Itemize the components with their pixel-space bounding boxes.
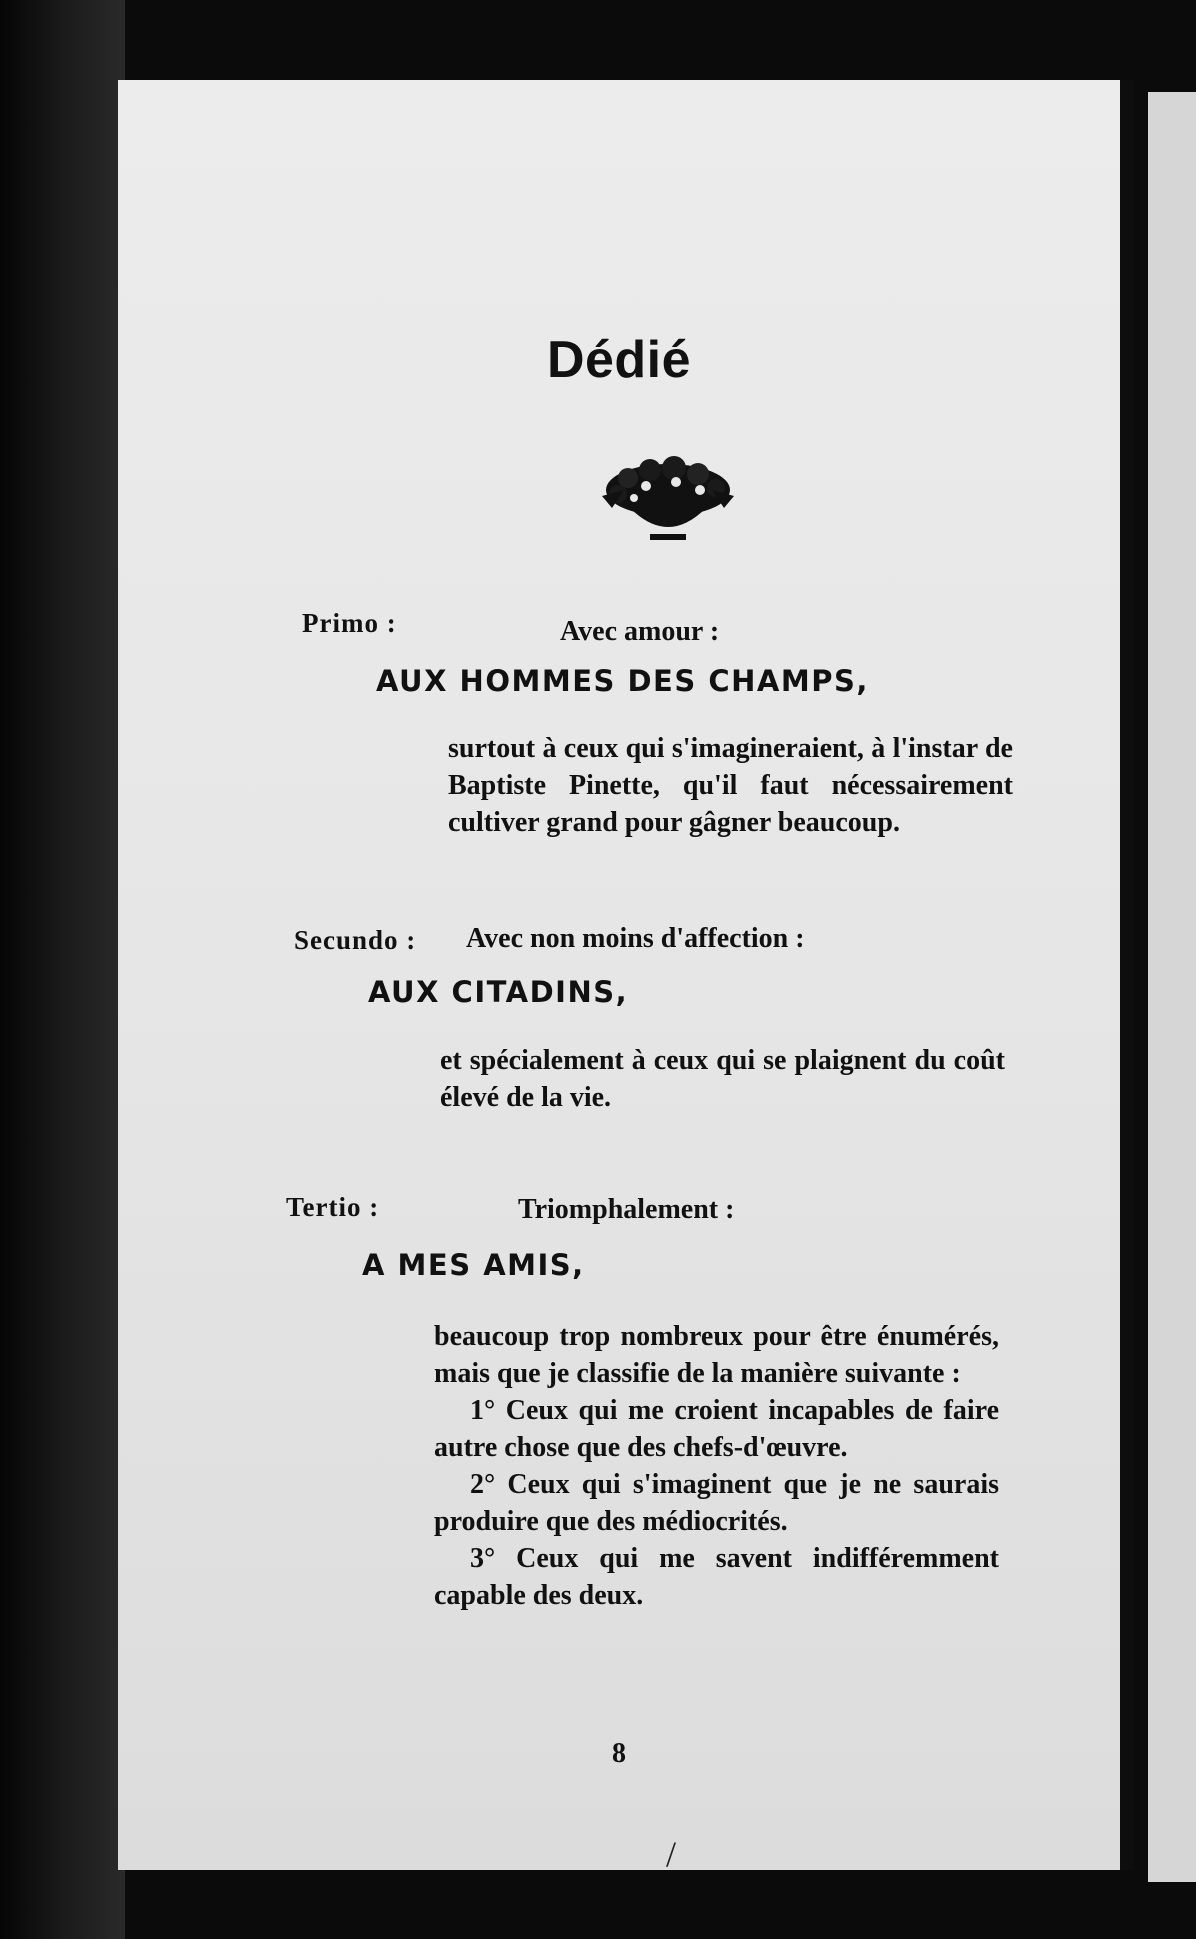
list-item: 2° Ceux qui s'imaginent que je ne saurais produire que des médiocrités. [434,1469,999,1537]
section-label-primo: Primo : [302,608,397,638]
section-paragraph-secundo [440,1042,1005,1116]
list-item: 1° Ceux qui me croient incapables de faire autre chose que des chefs-d'œuvre. [434,1395,999,1463]
section-paragraph-primo [448,730,1013,841]
section-intro-secundo: Avec non moins d'affection : [466,923,805,954]
page-number: 8 [612,1738,626,1769]
scan-background-left [0,0,125,1939]
paragraph-text: surtout à ceux qui s'imagineraient, à l'instar de Baptiste Pinette, qu'il faut nécessairement cultiver grand pour gâgner beaucoup. [448,733,1013,838]
facing-page-edge [1148,92,1196,1882]
list-item: 3° Ceux qui me savent indifféremment capable des deux. [434,1543,999,1611]
section-intro-primo: Avec amour : [560,616,720,647]
page-title: Dédié [546,331,692,389]
section-label-secundo: Secundo : [294,925,417,955]
section-heading-tertio: A MES AMIS, [362,1248,585,1282]
section-heading-secundo: AUX CITADINS, [368,975,629,1009]
section-intro-tertio: Triomphalement : [518,1194,735,1225]
section-label-tertio: Tertio : [286,1192,380,1222]
paragraph-text: beaucoup trop nombreux pour être énumérés, mais que je classifie de la manière suivante : [434,1321,999,1389]
section-heading-primo: AUX HOMMES DES CHAMPS, [376,664,869,698]
section-paragraph-tertio [434,1318,999,1614]
paragraph-text: et spécialement à ceux qui se plaignent du coût élevé de la vie. [440,1045,1005,1113]
flower-basket-icon [588,450,748,550]
ink-mark: / [666,1834,677,1874]
book-page [118,80,1134,1874]
page-gutter [1120,80,1134,1870]
